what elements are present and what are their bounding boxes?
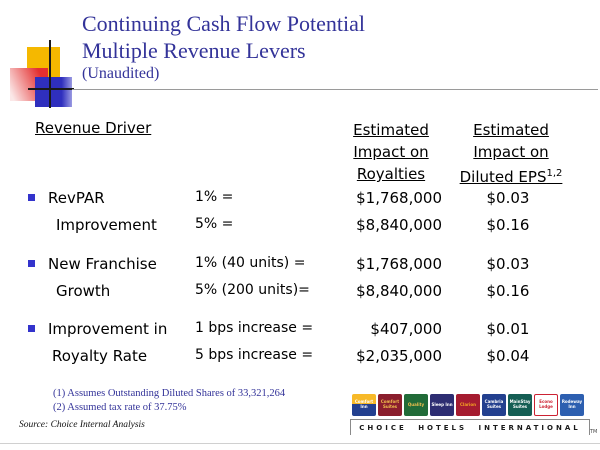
eps-impact-value: $0.16: [486, 216, 530, 234]
eps-footnote-superscript: 1,2: [546, 168, 563, 179]
decoration-blue-square: [35, 77, 72, 107]
brand-logo-rodeway-inn: Rodeway Inn: [560, 394, 584, 416]
condition-value: 5 bps increase =: [195, 347, 314, 363]
title-line-1: Continuing Cash Flow Potential: [82, 11, 365, 36]
eps-impact-value: $0.03: [486, 189, 530, 207]
royalty-impact-value: $2,035,000: [356, 347, 442, 365]
driver-label: New Franchise: [48, 255, 157, 273]
brand-logo-cambria-suites: Cambria Suites: [482, 394, 506, 416]
royalty-impact-value: $8,840,000: [356, 282, 442, 300]
brand-logo-comfort-suites: Comfort Suites: [378, 394, 402, 416]
condition-value: 5% (200 units)=: [195, 282, 310, 298]
brand-logo-clarion: Clarion: [456, 394, 480, 416]
table-row: [0, 320, 600, 340]
royalty-impact-value: $1,768,000: [356, 189, 442, 207]
revenue-driver-header: Revenue Driver: [35, 119, 152, 137]
driver-label: Growth: [56, 282, 111, 300]
royalties-column-header: Estimated Impact on Royalties: [353, 121, 429, 183]
condition-value: 1 bps increase =: [195, 320, 314, 336]
driver-label: RevPAR: [48, 189, 105, 207]
brand-logos: [352, 394, 588, 416]
slide-bottom-edge: [0, 443, 600, 444]
condition-value: 1% =: [195, 189, 234, 205]
condition-value: 1% (40 units) =: [195, 255, 306, 271]
royalty-impact-value: $8,840,000: [356, 216, 442, 234]
title-line-3: (Unaudited): [82, 65, 160, 82]
table-row: [0, 347, 600, 367]
royalty-impact-value: $1,768,000: [356, 255, 442, 273]
table-row: [0, 282, 600, 302]
company-name: CHOICE HOTELS INTERNATIONAL: [359, 423, 581, 432]
driver-label: Improvement: [56, 216, 157, 234]
title-divider-rule: [72, 89, 598, 90]
brand-logo-quality: Quality: [404, 394, 428, 416]
slide-title: [82, 10, 365, 84]
title-line-2: Multiple Revenue Levers: [82, 38, 306, 63]
eps-impact-value: $0.01: [486, 320, 530, 338]
eps-column-header: Estimated Impact on Diluted EPS$^{1,2}$: [459, 121, 563, 186]
eps-impact-value: $0.03: [486, 255, 530, 273]
trademark-symbol: TM: [590, 429, 598, 435]
company-name-bar: [350, 419, 590, 435]
decoration-vertical-line: [49, 40, 51, 108]
eps-impact-value: $0.04: [486, 347, 530, 365]
royalty-impact-value: $407,000: [370, 320, 442, 338]
brand-logo-comfort-inn: Comfort Inn: [352, 394, 376, 416]
footnotes: [53, 387, 285, 415]
table-row: [0, 216, 600, 236]
table-row: [0, 189, 600, 209]
driver-label: Royalty Rate: [52, 347, 148, 365]
decoration-horizontal-line: [28, 88, 74, 90]
driver-label: Improvement in: [48, 320, 168, 338]
condition-value: 5% =: [195, 216, 234, 232]
footnote-1: (1) Assumes Outstanding Diluted Shares of 33,321,264: [53, 388, 286, 399]
eps-impact-value: $0.16: [486, 282, 530, 300]
brand-logo-econo-lodge: Econo Lodge: [534, 394, 558, 416]
table-row: [0, 255, 600, 275]
source-note: Source: Choice Internal Analysis: [19, 420, 145, 430]
brand-logo-sleep-inn: Sleep Inn: [430, 394, 454, 416]
footnote-2: (2) Assumed tax rate of 37.75%: [53, 402, 187, 413]
brand-logo-mainstay-suites: MainStay Suites: [508, 394, 532, 416]
